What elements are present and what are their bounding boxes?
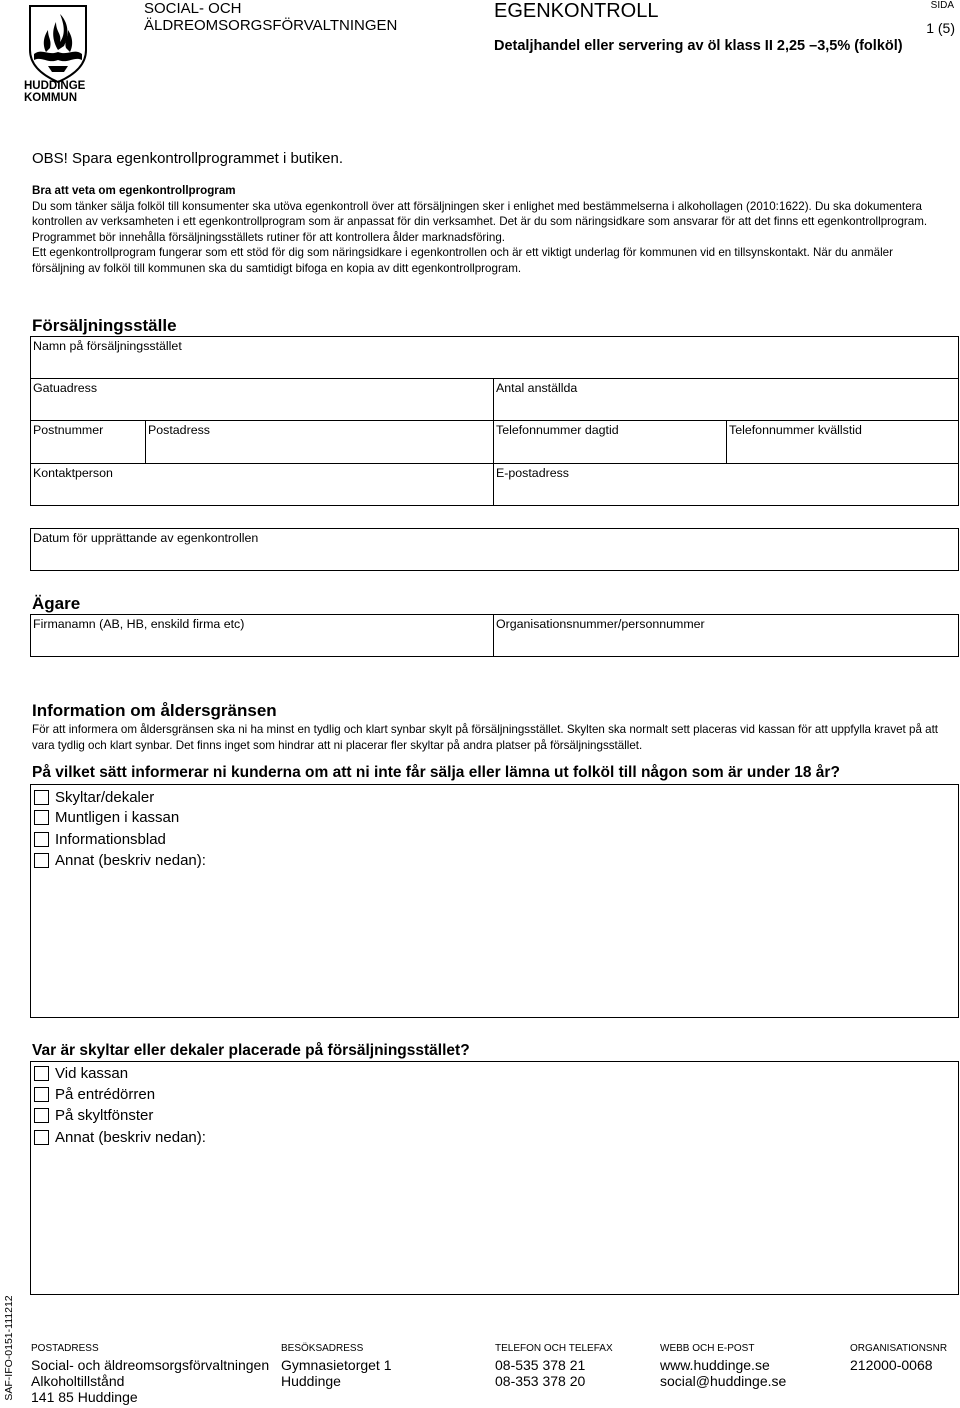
option-skyltar-dekaler[interactable]: Skyltar/dekaler [34, 787, 154, 807]
option-annat-1[interactable]: Annat (beskriv nedan): [34, 850, 206, 870]
postal-code-field[interactable] [31, 421, 144, 463]
question-2: Var är skyltar eller dekaler placerade på försäljningsstället? [32, 1042, 470, 1059]
employees-label: Antal anställda [496, 381, 578, 395]
phone-evening-field[interactable] [727, 421, 958, 463]
question-1: På vilket sätt informerar ni kunderna om att ni inte får sälja eller lämna ut folköl till någon som är under 18 år? [32, 764, 840, 781]
footer-organisationsnr: ORGANISATIONSNR 212000-0068 [850, 1343, 948, 1373]
option-muntligen-i-kassan[interactable]: Muntligen i kassan [34, 807, 179, 827]
checkbox-icon[interactable] [34, 1108, 49, 1123]
checkbox-icon[interactable] [34, 1130, 49, 1145]
section-heading-forsaljningsstalle: Försäljningsställe [32, 316, 177, 335]
option-pa-entredorren[interactable]: På entrédörren [34, 1084, 155, 1104]
option-informationsblad[interactable]: Informationsblad [34, 829, 166, 849]
company-name-field[interactable] [31, 615, 492, 656]
date-label: Datum för upprättande av egenkontrollen [33, 531, 259, 545]
document-code: SAF-IFO-0151-111212 [3, 1295, 15, 1401]
footer-telefon-label: TELEFON OCH TELEFAX [495, 1343, 613, 1354]
contact-person-field[interactable] [31, 464, 492, 506]
footer-org-label: ORGANISATIONSNR [850, 1343, 948, 1354]
page-label: SIDA [930, 0, 954, 11]
website-link[interactable]: www.huddinge.se [660, 1357, 770, 1373]
section-heading-agare: Ägare [32, 594, 81, 613]
checkbox-icon[interactable] [34, 853, 49, 868]
email-label: E-postadress [496, 466, 570, 480]
postal-address-field[interactable] [146, 421, 492, 463]
email-link[interactable]: social@huddinge.se [660, 1373, 787, 1389]
question-2-answer-box[interactable] [30, 1061, 959, 1295]
company-name-label: Firmanamn (AB, HB, enskild firma etc) [33, 617, 245, 631]
page-number: 1 (5) [926, 20, 955, 36]
obs-notice: OBS! Spara egenkontrollprogrammet i butiken. [32, 150, 343, 167]
name-field[interactable] [31, 337, 958, 378]
phone-day-field[interactable] [494, 421, 725, 463]
logo-text: HUDDINGE KOMMUN [24, 80, 86, 104]
email-field[interactable] [494, 464, 958, 506]
org-number-label: Organisationsnummer/personnummer [496, 617, 705, 631]
intro-paragraph-2: Ett egenkontrollprogram fungerar som ett stöd för dig som näringsidkare i egenkontrollen och är ett viktigt underlag för kommunen vid en tillsynskontakt. När du anmäler försäljning av folköl till kommunen ska du samtidigt bifoga en kopia av ditt egenkontrollprogram. [32, 246, 893, 275]
footer-besoksadress-label: BESÖKSADRESS [281, 1343, 364, 1354]
option-annat-2[interactable]: Annat (beskriv nedan): [34, 1127, 206, 1147]
checkbox-icon[interactable] [34, 790, 49, 805]
postal-code-label: Postnummer [33, 423, 104, 437]
footer-postadress: POSTADRESS Social- och äldreomsorgsförvaltningen Alkoholtillstånd 141 85 Huddinge [31, 1343, 270, 1405]
information-text: För att informera om åldersgränsen ska ni ha minst en tydlig och klart synbar skylt på försäljningsstället. Skylten ska normalt sett placeras vid kassan för att uppfylla kravet på att vara tydlig och klart synbar. Det finns inget som hindrar att ni placerar fler skyltar på andra platser på försäljningsstället. [32, 723, 939, 752]
footer-telefon: TELEFON OCH TELEFAX 08-535 378 21 08-353 378 20 [495, 1343, 613, 1389]
footer-webb-label: WEBB OCH E-POST [660, 1343, 755, 1354]
checkbox-icon[interactable] [34, 832, 49, 847]
intro-paragraph-1: Du som tänker sälja folköl till konsumenter ska utöva egenkontroll över att försäljningen sker i enlighet med bestämmelserna i alkohollagen (2010:1622). Du ska dokumentera kontrollen av verksamheten i ett egenkontrollprogram som är anpassat för din verksamhet. Det är du som näringsidkare som ansvarar för att det finns ett egenkontrollprogram. Programmet bör innehålla försäljningsställets rutiner för att kontrollera ålder marknadsföring. [32, 199, 928, 244]
phone-evening-label: Telefonnummer kvällstid [729, 423, 862, 437]
section-heading-information: Information om åldersgränsen [32, 701, 277, 720]
org-number-field[interactable] [494, 615, 958, 656]
footer-webb [660, 1343, 786, 1389]
employees-field[interactable] [494, 379, 958, 420]
checkbox-icon[interactable] [34, 1066, 49, 1081]
footer-postadress-label: POSTADRESS [31, 1343, 99, 1354]
contact-person-label: Kontaktperson [33, 466, 113, 480]
street-address-field[interactable] [31, 379, 492, 420]
option-pa-skyltfonster[interactable]: På skyltfönster [34, 1105, 153, 1125]
street-address-label: Gatuadress [33, 381, 98, 395]
department-line-1: SOCIAL- OCH [144, 0, 242, 17]
postal-address-label: Postadress [148, 423, 210, 437]
document-title: EGENKONTROLL [494, 0, 659, 22]
intro-block [32, 183, 937, 276]
option-vid-kassan[interactable]: Vid kassan [34, 1063, 128, 1083]
document-subtitle: Detaljhandel eller servering av öl klass II 2,25 –3,5% (folköl) [494, 38, 903, 54]
intro-heading: Bra att veta om egenkontrollprogram [32, 184, 236, 197]
phone-day-label: Telefonnummer dagtid [496, 423, 619, 437]
department-line-2: ÄLDREOMSORGSFÖRVALTNINGEN [144, 17, 398, 34]
name-label: Namn på försäljningsstället [33, 339, 182, 353]
checkbox-icon[interactable] [34, 1087, 49, 1102]
footer-besoksadress: BESÖKSADRESS Gymnasietorget 1 Huddinge [281, 1343, 392, 1389]
checkbox-icon[interactable] [34, 810, 49, 825]
